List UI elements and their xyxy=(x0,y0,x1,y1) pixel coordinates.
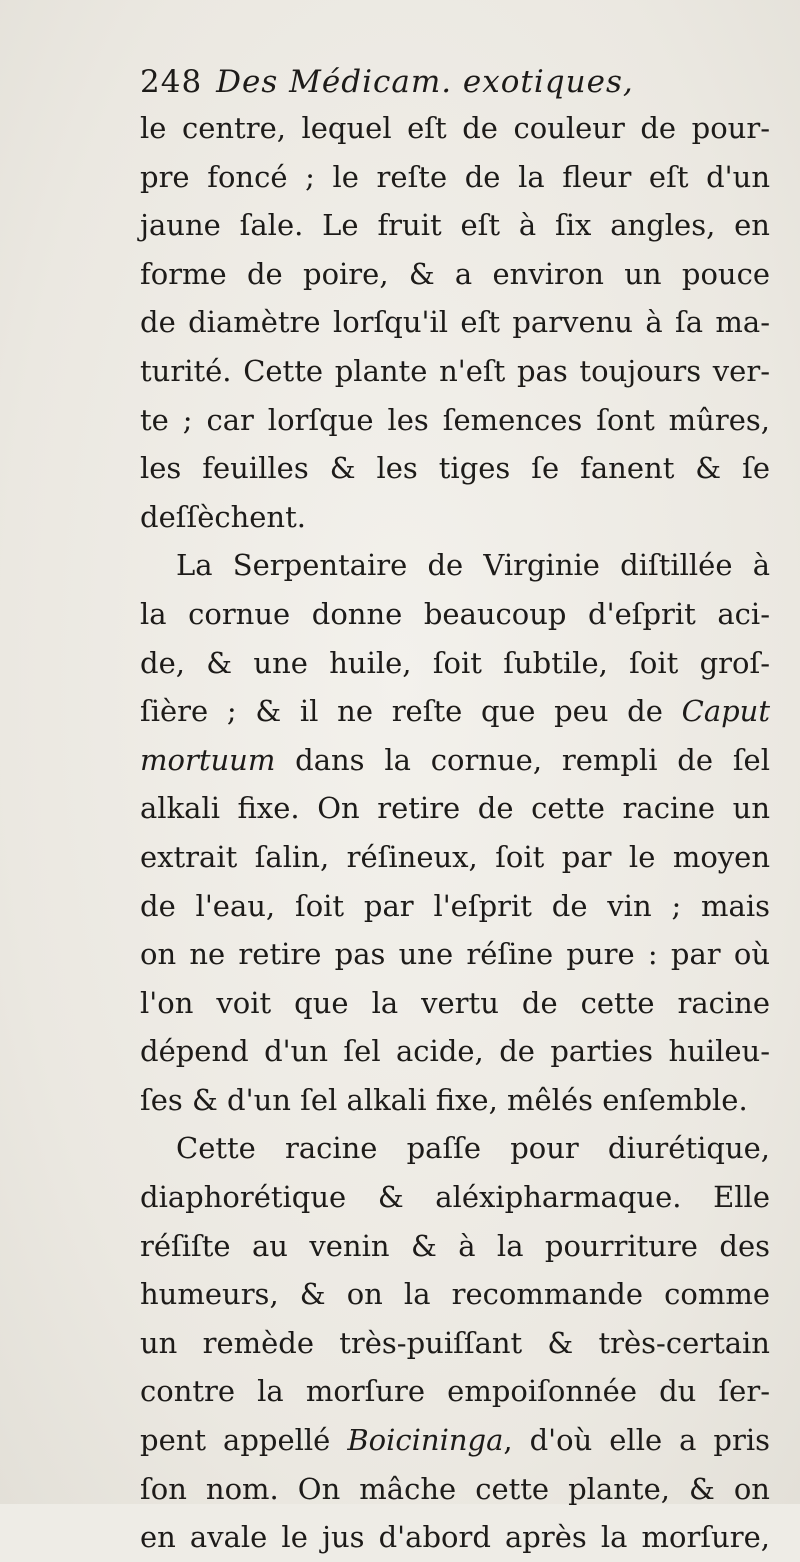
text-line: forme de poire, & a environ un pouce xyxy=(140,256,770,291)
text-line: deſſèchent. xyxy=(140,499,306,534)
text-line: de, & une huile, ſoit ſubtile, ſoit groſ- xyxy=(140,645,770,680)
text-line: les feuilles & les tiges ſe fanent & ſe xyxy=(140,451,770,486)
text-line: réſiſte au venin & à la pourriture des xyxy=(140,1228,770,1263)
text-line: Cette racine paſſe pour diurétique, xyxy=(176,1131,770,1166)
text-line: extrait ſalin, réſineux, ſoit par le moyen xyxy=(140,839,770,874)
text-line: alkali fixe. On retire de cette racine un xyxy=(140,791,770,826)
page-number: 248 xyxy=(140,64,203,100)
text-line: de diamètre lorſqu'il eſt parvenu à ſa ma- xyxy=(140,305,770,340)
running-title: Des Médicam. exotiques, xyxy=(216,64,634,100)
text-line: contre la morſure empoiſonnée du ſer- xyxy=(140,1374,770,1409)
text-line: le centre, lequel eſt de couleur de pour- xyxy=(140,111,770,145)
text-line: ſes & d'un ſel alkali fixe, mêlés enſemble. xyxy=(140,1082,748,1117)
text-line: pre foncé ; le reſte de la fleur eſt d'un xyxy=(140,159,770,194)
text-line: un remède très-puiſſant & très-certain xyxy=(140,1325,770,1360)
text-line: jaune ſale. Le fruit eſt à ſix angles, en xyxy=(140,208,770,243)
text-line: l'on voit que la vertu de cette racine xyxy=(140,985,770,1020)
page-body xyxy=(140,104,770,1562)
text-line: pent appellé Boicininga, d'où elle a pris xyxy=(140,1423,770,1458)
text-line: la cornue donne beaucoup d'eſprit aci- xyxy=(140,596,770,631)
running-header xyxy=(140,56,780,108)
text-line: on ne retire pas une réſine pure : par où xyxy=(140,937,770,972)
text-line: dépend d'un ſel acide, de parties huileu- xyxy=(140,1034,770,1069)
text-line: en avale le jus d'abord après la morſure, xyxy=(140,1520,770,1555)
text-line: humeurs, & on la recommande comme xyxy=(140,1277,770,1312)
text-line: te ; car lorſque les ſemences ſont mûres, xyxy=(140,402,770,437)
text-line: turité. Cette plante n'eſt pas toujours ver- xyxy=(140,353,770,388)
text-line: La Serpentaire de Virginie diſtillée à xyxy=(176,548,770,583)
text-line: mortuum dans la cornue, rempli de ſel xyxy=(140,742,770,777)
text-line: diaphorétique & aléxipharmaque. Elle xyxy=(140,1180,770,1215)
text-line: de l'eau, ſoit par l'eſprit de vin ; mais xyxy=(140,888,770,923)
text-line: ſière ; & il ne reſte que peu de Caput xyxy=(140,694,770,729)
text-line: ſon nom. On mâche cette plante, & on xyxy=(140,1471,770,1506)
